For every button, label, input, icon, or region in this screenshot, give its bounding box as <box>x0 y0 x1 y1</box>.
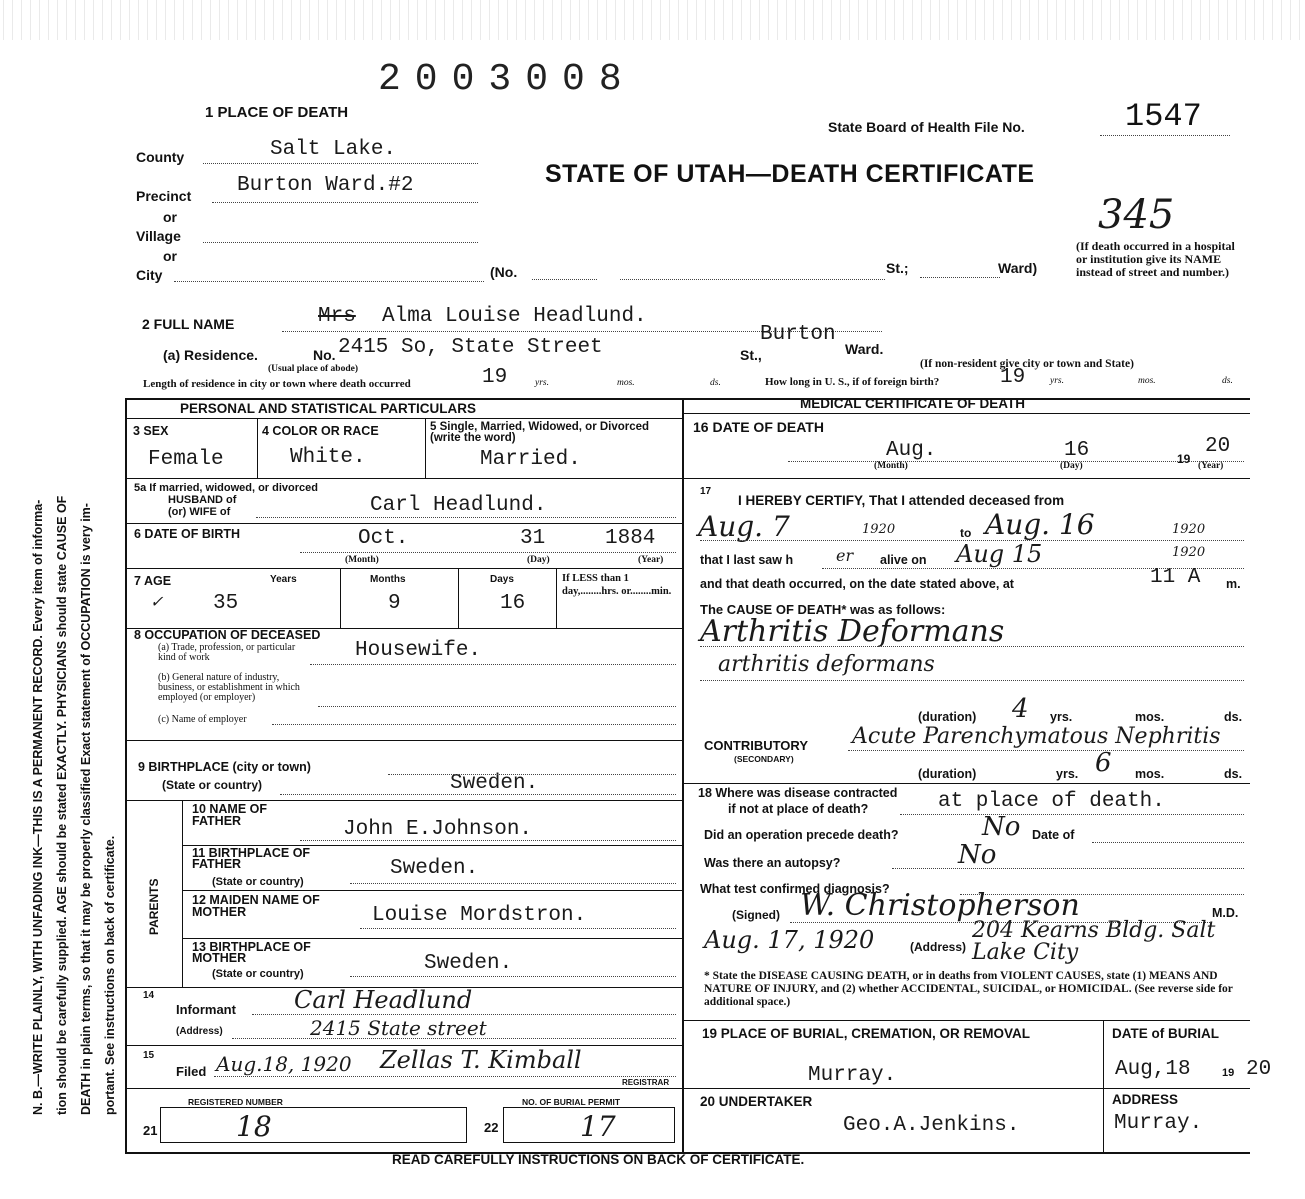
nonresident-note: (If non-resident give city or town and State) <box>920 358 1134 370</box>
duration-mos-label: mos. <box>1135 710 1165 724</box>
death-month: Aug. <box>886 439 937 462</box>
death-time: 11 A <box>1150 566 1201 589</box>
cause-primary-repeat: arthritis deformans <box>718 652 935 677</box>
duration2-months: 6 <box>1095 748 1112 778</box>
undertaker-label: 20 UNDERTAKER <box>700 1094 813 1109</box>
usual-abode-label: (Usual place of abode) <box>268 364 358 374</box>
length-of-residence-label: Length of residence in city or town where death occurred <box>143 378 411 390</box>
scan-top-edge <box>0 0 1305 40</box>
residence-no-label: No. <box>313 347 336 363</box>
hospital-note: (If death occurred in a hospital or institution give its NAME instead of street and number.) <box>1076 239 1235 279</box>
age-label: 7 AGE <box>134 574 172 588</box>
operation-label: Did an operation precede death? <box>704 828 899 842</box>
sidebar-line-1: N. B.—WRITE PLAINLY, WITH UNFADING INK—THIS IS A PERMANENT RECORD. Every item of informa- <box>31 499 45 1115</box>
occupation-value: Housewife. <box>355 639 482 662</box>
age-years-label: Years <box>270 574 297 585</box>
burial-date: Aug,18 <box>1115 1058 1191 1081</box>
us-mos-label: mos. <box>1138 376 1156 386</box>
or-1: or <box>163 209 177 225</box>
burial-permit-label: NO. OF BURIAL PERMIT <box>522 1097 621 1107</box>
duration2-label: (duration) <box>918 767 977 781</box>
length-yrs-label: yrs. <box>535 378 549 388</box>
filed-label: Filed <box>176 1064 207 1079</box>
village-label: Village <box>136 228 181 244</box>
sidebar-line-4: portant. See instructions on back of certificate. <box>103 835 117 1115</box>
spouse-label-2: HUSBAND of <box>168 494 237 506</box>
length-ds-label: ds. <box>710 378 721 388</box>
father-birthplace-sub: (State or country) <box>212 876 304 888</box>
burial-year: 20 <box>1246 1058 1272 1081</box>
occupation-sub-c: (c) Name of employer <box>158 714 247 725</box>
death-day: 16 <box>1064 439 1090 462</box>
us-years: 19 <box>1000 366 1026 389</box>
birthplace-value: Sweden. <box>450 772 539 795</box>
mother-birthplace-value: Sweden. <box>424 952 513 975</box>
precinct-value: Burton Ward.#2 <box>237 174 414 197</box>
duration2-mos-label: mos. <box>1135 767 1165 781</box>
last-saw-date: Aug 15 <box>956 540 1043 568</box>
race-label: 4 COLOR OR RACE <box>262 424 379 438</box>
duration-label: (duration) <box>918 710 977 724</box>
burial-date-label: DATE of BURIAL <box>1112 1026 1219 1041</box>
footer-instructions: READ CAREFULLY INSTRUCTIONS ON BACK OF CERTIFICATE. <box>392 1152 805 1167</box>
occupation-sub-a: (a) Trade, profession, or particular kind of work <box>158 642 296 663</box>
contracted-value: at place of death. <box>938 790 1165 813</box>
or-2: or <box>163 248 177 264</box>
name-struck-title: Mrs <box>318 305 356 328</box>
dob-year: 1884 <box>605 527 656 550</box>
informant-value: Carl Headlund <box>294 986 473 1014</box>
certify-text: I HEREBY CERTIFY, That I attended deceased from <box>738 493 1065 508</box>
certificate-title: STATE OF UTAH—DEATH CERTIFICATE <box>545 160 1035 188</box>
duration-yrs-label: yrs. <box>1050 710 1073 724</box>
length-mos-label: mos. <box>617 378 635 388</box>
physician-address-label: (Address) <box>910 940 967 954</box>
personal-heading: PERSONAL AND STATISTICAL PARTICULARS <box>180 401 477 416</box>
age-months-label: Months <box>370 574 406 585</box>
death-month-caption: (Month) <box>874 461 908 471</box>
attended-to-label: to <box>960 526 972 540</box>
registered-number: 18 <box>236 1110 272 1143</box>
attended-to: Aug. 16 <box>985 508 1095 541</box>
us-ds-label: ds. <box>1222 376 1233 386</box>
test-label: What test confirmed diagnosis? <box>700 882 890 896</box>
cause-primary: Arthritis Deformans <box>700 614 1005 649</box>
last-saw-label: that I last saw h <box>700 553 794 567</box>
burial-place: Murray. <box>808 1064 897 1087</box>
occurred-label: and that death occurred, on the date stated above, at <box>700 577 1014 591</box>
us-residence-label: How long in U. S., if of foreign birth? <box>765 376 940 388</box>
residence-value: 2415 So, State Street <box>338 336 603 359</box>
signed-date: Aug. 17, 1920 <box>704 926 875 954</box>
length-years: 19 <box>482 366 508 389</box>
registrar-signature: Zellas T. Kimball <box>380 1046 582 1074</box>
race-value: White. <box>290 446 366 469</box>
duration2-ds-label: ds. <box>1224 767 1243 781</box>
burial-permit-prefix: 22 <box>484 1120 499 1135</box>
cause-label: The CAUSE OF DEATH* was as follows: <box>700 602 946 617</box>
death-year: 20 <box>1205 435 1231 458</box>
informant-label: Informant <box>176 1002 236 1017</box>
secondary-label: (SECONDARY) <box>734 754 794 764</box>
father-birthplace-value: Sweden. <box>390 857 479 880</box>
filed-number: 15 <box>143 1050 155 1061</box>
medical-heading: MEDICAL CERTIFICATE OF DEATH <box>800 396 1025 411</box>
occupation-sub-b: (b) General nature of industry, business, or establishment in which employed (or employer) <box>158 672 300 703</box>
file-no: 1547 <box>1125 98 1202 135</box>
contributory-cause: Acute Parenchymatous Nephritis <box>852 724 1221 749</box>
mother-birthplace-label: 13 BIRTHPLACE OF MOTHER <box>192 940 311 965</box>
burial-permit-number: 17 <box>580 1110 616 1143</box>
sex-value: Female <box>148 448 224 471</box>
father-birthplace-label: 11 BIRTHPLACE OF FATHER <box>192 846 311 871</box>
age-days: 16 <box>500 592 526 615</box>
occupation-label: 8 OCCUPATION OF DECEASED <box>134 628 321 642</box>
marital-value: Married. <box>480 448 581 471</box>
operation-value: No <box>982 812 1021 842</box>
mother-label: 12 MAIDEN NAME OF MOTHER <box>192 893 320 919</box>
residence-label: (a) Residence. <box>163 347 258 363</box>
time-m-label: m. <box>1226 577 1241 591</box>
spouse-label-3: (or) WIFE of <box>168 506 231 518</box>
contracted-label: 18 Where was disease contracted <box>698 786 898 800</box>
ward-label: Ward) <box>998 260 1038 276</box>
undertaker-value: Geo.A.Jenkins. <box>843 1114 1020 1137</box>
registered-number-prefix: 21 <box>143 1123 158 1138</box>
birthplace-sub: (State or country) <box>162 778 263 792</box>
burial-year-prefix: 19 <box>1222 1067 1235 1079</box>
operation-date-label: Date of <box>1032 828 1075 842</box>
attended-from: Aug. 7 <box>698 510 790 543</box>
mother-value: Louise Mordstron. <box>372 904 587 927</box>
dob-month-caption: (Month) <box>345 555 379 565</box>
registrar-label: REGISTRAR <box>622 1078 670 1087</box>
filed-date: Aug.18, 1920 <box>216 1052 352 1076</box>
father-label: 10 NAME OF FATHER <box>192 802 268 828</box>
informant-address: 2415 State street <box>310 1016 487 1040</box>
item-17-number: 17 <box>700 486 712 497</box>
duration-ds-label: ds. <box>1224 710 1243 724</box>
physician-address: 204 Kearns Bldg. Salt Lake City <box>972 918 1216 965</box>
signed-label: (Signed) <box>732 908 780 922</box>
residence-ward-value: Burton <box>760 323 836 346</box>
attended-from-year: 1920 <box>862 522 896 537</box>
undertaker-address: Murray. <box>1114 1112 1203 1135</box>
date-of-death-label: 16 DATE OF DEATH <box>693 419 824 435</box>
burial-place-label: 19 PLACE OF BURIAL, CREMATION, OR REMOVAL <box>702 1026 1031 1041</box>
age-years: 35 <box>213 592 239 615</box>
md-label: M.D. <box>1212 906 1239 920</box>
county-value: Salt Lake. <box>270 138 397 161</box>
file-no-label: State Board of Health File No. <box>828 119 1025 135</box>
spouse-value: Carl Headlund. <box>370 494 547 517</box>
last-saw-her: er <box>836 546 854 565</box>
full-name-label: 2 FULL NAME <box>142 316 235 332</box>
certificate-serial: 2003008 <box>378 58 636 101</box>
alive-on-label: alive on <box>880 553 927 567</box>
spouse-label-1: 5a If married, widowed, or divorced <box>134 482 318 494</box>
sex-label: 3 SEX <box>133 424 169 438</box>
precinct-label: Precinct <box>136 188 192 204</box>
margin-note: 345 <box>1098 192 1175 238</box>
registered-number-label: REGISTERED NUMBER <box>188 1097 283 1107</box>
parents-label: PARENTS <box>147 878 161 935</box>
residence-ward-label: Ward. <box>845 341 884 357</box>
attended-to-year: 1920 <box>1172 522 1206 537</box>
residence-st-label: St., <box>740 347 762 363</box>
duration-years: 4 <box>1012 694 1029 724</box>
contributory-label: CONTRIBUTORY <box>704 738 808 753</box>
county-label: County <box>136 149 185 165</box>
physician-signature: W. Christopherson <box>800 888 1080 923</box>
dob-label: 6 DATE OF BIRTH <box>134 527 241 541</box>
age-months: 9 <box>388 592 401 615</box>
marital-label: 5 Single, Married, Widowed, or Divorced (write the word) <box>430 421 650 444</box>
informant-number: 14 <box>143 990 155 1001</box>
dob-month: Oct. <box>358 527 409 550</box>
no-label: (No. <box>490 264 518 280</box>
registered-number-box <box>160 1107 467 1143</box>
city-label: City <box>136 267 163 283</box>
undertaker-address-label: ADDRESS <box>1112 1092 1179 1107</box>
father-value: John E.Johnson. <box>343 818 533 841</box>
autopsy-value: No <box>958 840 997 870</box>
contracted-sub: if not at place of death? <box>728 802 869 816</box>
place-of-death-label: 1 PLACE OF DEATH <box>205 104 349 121</box>
dob-day-caption: (Day) <box>527 555 550 565</box>
birthplace-label: 9 BIRTHPLACE (city or town) <box>138 760 311 774</box>
mother-birthplace-sub: (State or country) <box>212 968 304 980</box>
death-year-prefix: 19 <box>1177 452 1191 466</box>
us-yrs-label: yrs. <box>1050 376 1064 386</box>
dob-day: 31 <box>520 527 546 550</box>
age-check-mark: ✓ <box>150 592 164 611</box>
sidebar-line-3: DEATH in plain terms, so that it may be properly classified Exact statement of OCCUPATION is very im- <box>79 503 93 1115</box>
age-less-than-day: If LESS than 1 day,........hrs. or........min. <box>562 573 672 597</box>
autopsy-label: Was there an autopsy? <box>704 856 841 870</box>
age-days-label: Days <box>490 574 514 585</box>
cause-footnote: * State the DISEASE CAUSING DEATH, or in deaths from VIOLENT CAUSES, state (1) MEANS AND NATURE OF INJURY, and (2) whether ACCIDENTAL, SUICIDAL, or HOMICIDAL. (See reverse side for additional space.) <box>704 970 1233 1008</box>
death-day-caption: (Day) <box>1060 461 1083 471</box>
sidebar-line-2: tion should be carefully supplied. AGE should be stated EXACTLY. PHYSICIANS should state CAUSE OF <box>55 495 69 1115</box>
last-saw-year: 1920 <box>1172 545 1206 560</box>
dob-year-caption: (Year) <box>638 555 664 565</box>
duration2-yrs-label: yrs. <box>1056 767 1079 781</box>
full-name-value: Alma Louise Headlund. <box>382 305 647 328</box>
st-label: St.; <box>886 260 909 276</box>
informant-address-label: (Address) <box>176 1026 223 1037</box>
death-year-caption: (Year) <box>1198 461 1224 471</box>
